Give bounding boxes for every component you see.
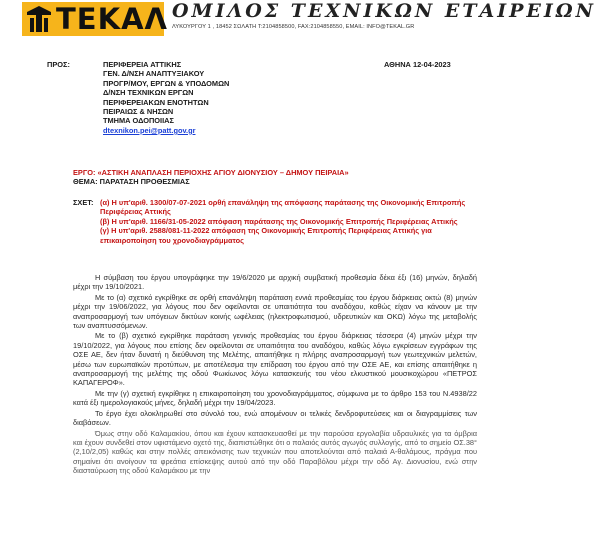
recipient-label: ΠΡΟΣ: xyxy=(47,60,70,69)
references-block xyxy=(73,198,478,245)
body-paragraph: Με την (γ) σχετική εγκρίθηκε η επικαιροποίηση του χρονοδιαγράμματος, σύμφωνα με το άρθρο 153 του Ν.4938/22 κατά έξι ημερολογιακούς μήνες, δηλαδή μέχρι την 19/04/2023. xyxy=(73,388,477,408)
project-title: ΕΡΓΟ: «ΑΣΤΙΚΗ ΑΝΑΠΛΑΣΗ ΠΕΡΙΟΧΗΣ ΑΓΙΟΥ ΔΙΟΝΥΣΙΟΥ – ΔΗΜΟΥ ΠΕΙΡΑΙΑ» xyxy=(73,168,349,177)
reference-row xyxy=(73,198,478,217)
recipient-line: ΠΕΡΙΦΕΡΕΙΑ ΑΤΤΙΚΗΣ xyxy=(103,60,182,69)
letterhead xyxy=(22,0,596,44)
body-paragraph: Όμως στην οδό Καλαμακίου, όπου και έχουν κατασκευασθεί με την παρούσα εργολαβία υδραυλικές για τα όμβρια και έχουν συνδεθεί στον υφιστάμενο οχετό της, διαπιστώθηκε ότι ο παλαιός αυτός αγωγός συλλογής, από το σημείο ΟΣ.38°(2,10/2,05) καθώς και στην πολλές απεικόνισης των τεχνικών που αποτελούνται από παλαιά Α-θαλάμους, πράγμα που σημαίνει ότι ανοίγουν τα φρεάτια επίσκεψης αυτού από την οδό Παραβόλου μέχρι την οδό Αγ. Διονυσίου, ενώ στην διασταύρωση της οδού Καλαμάκου με την xyxy=(73,428,477,476)
recipient-line: Δ/ΝΣΗ ΤΕΧΝΙΚΩΝ ΕΡΓΩΝ xyxy=(103,88,194,98)
reference-item: (α) Η υπ'αριθ. 1300/07-07-2021 ορθή επανάληψη της απόφασης παράτασης της Οικονομικής Επιτροπής Περιφέρειας Αττικής xyxy=(100,198,466,217)
recipient-line: ΤΜΗΜΑ ΟΔΟΠΟΙΙΑΣ xyxy=(103,116,174,126)
subject-topic: ΘΕΜΑ: ΠΑΡΑΤΑΣΗ ΠΡΟΘΕΣΜΙΑΣ xyxy=(73,177,190,187)
letter-body xyxy=(73,273,477,477)
recipient-line: ΓΕΝ. Δ/ΝΣΗ ΑΝΑΠΤΥΞΙΑΚΟΥ xyxy=(103,69,205,79)
logo-mark-icon xyxy=(26,5,52,33)
body-paragraph: Η σύμβαση του έργου υπογράφηκε την 19/6/2020 με αρχική συμβατική προθεσμία δέκα έξι (16) μηνών, δηλαδή μέχρι την 19/10/2021. xyxy=(73,273,477,292)
body-paragraph: Με το (α) σχετικό εγκρίθηκε σε ορθή επανάληψη παράταση εννιά προθεσμίας του έργου διάρκειας οκτώ (8) μηνών μέχρι την 19/06/2022, για λόγους που δεν οφείλονται σε υπαιτιότητα του αναδόχου, καθώς είχαν να κάνουν με την αναπροσαρμογή των υπόγειων δικτύων κοινής ωφέλειας (ηλεκτροφωτισμού, υδρευτικών και ΟΚΩ) λόγω της μεταβολής των αναπτυσσόμενων. xyxy=(73,292,477,331)
letter-date: ΑΘΗΝΑ 12-04-2023 xyxy=(384,60,451,69)
body-paragraph: Με το (β) σχετικό εγκρίθηκε παράταση γενικής προθεσμίας του έργου διάρκειας τέσσερα (4) μηνών μέχρι την 19/10/2022, για λόγους που επίσης δεν οφείλονται σε υπαιτιότητα του αναδόχου, καθώς λόγω εγκρίσεων εγγράφων της ΟΣΕ ΑΕ, δεν ήταν δυνατή η διεύθυνση της Μελέτης, απαιτήθηκε η πλήρης αναπροσαρμογή των γεωτεχνικών μελετών, μέσω των ευρωπαϊκών προτύπων, με αποτέλεσμα την επίδραση του έργου από την ΟΣΕ ΑΕ, και επίσης απαιτήθηκε η αναπροσαρμογή της μελέτης της οδού Φωκίωνος λόγω κατασκευής του νέου ελκυστικού μουσικοχώρου «ΠΕΤΡΟΣ ΚΑΠΑΓΕΡΟΦ». xyxy=(73,331,477,388)
reference-item: (β) Η υπ'αριθ. 1166/31-05-2022 απόφαση παράτασης της Οικονομικής Επιτροπής Περιφέρειας Αττικής xyxy=(100,216,458,226)
references-label: ΣΧΕΤ: xyxy=(73,198,94,207)
recipient-email-link[interactable]: dtexnikon.pei@patt.gov.gr xyxy=(103,125,196,135)
recipient-line: ΠΕΡΙΦΕΡΕΙΑΚΩΝ ΕΝΟΤΗΤΩΝ xyxy=(103,97,209,107)
recipient-block xyxy=(103,60,229,135)
company-name: ΟΜΙΛΟΣ ΤΕΧΝΙΚΩΝ ΕΤΑΙΡΕΙΩΝ xyxy=(172,0,596,22)
body-paragraph: Το έργο έχει ολοκληρωθεί στο σύνολό του, ενώ απομένουν οι τελικές δενδροφυτεύσεις και οι διαγραμμίσεις των διαβάσεων. xyxy=(73,408,477,428)
logo-text: ΤΕΚΑΛ xyxy=(56,2,168,36)
recipient-line: ΠΕΙΡΑΙΩΣ & ΝΗΣΩΝ xyxy=(103,107,174,117)
company-logo xyxy=(22,2,168,36)
company-address: ΛΥΚΟΥΡΓΟΥ 1 , 18452 ΣΩΛΑΤΗ Τ:2104858500, FAX:2104858550, EMAIL: INFO@TEKAL.GR xyxy=(172,24,415,30)
reference-row xyxy=(73,226,478,245)
recipient-line: ΠΡΟΓΡ/ΜΟΥ, ΕΡΓΩΝ & ΥΠΟΔΟΜΩΝ xyxy=(103,78,230,88)
reference-row xyxy=(73,217,478,226)
subject-block xyxy=(73,168,473,187)
reference-item: (γ) Η υπ'αριθ. 2588/081-11-2022 απόφαση της Οικονομικής Επιτροπής Περιφέρειας Αττικής για επικαιροποίηση του χρονοδιαγράμματος xyxy=(100,226,432,245)
